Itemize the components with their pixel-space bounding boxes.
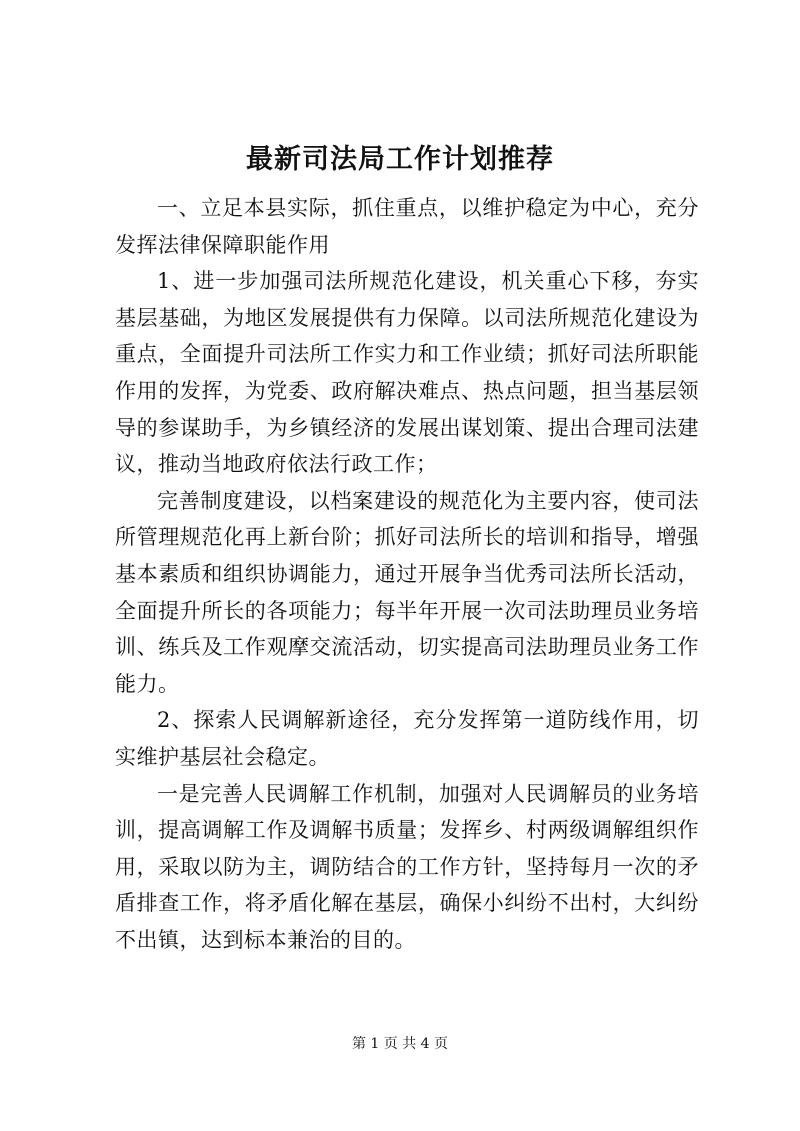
page-footer: 第 1 页 共 4 页 [351,1036,449,1052]
paragraph-system-building: 完善制度建设，以档案建设的规范化为主要内容，使司法所管理规范化再上新台阶；抓好司法所长的培训和指导，增强基本素质和组织协调能力，通过开展争当优秀司法所长活动，全面提升所长的各项能力；每半年开展一次司法助理员业务培训、练兵及工作观摩交流活动，切实提高司法助理员业务工作能力。 [115,488,699,696]
paragraph-mediation-mechanism: 一是完善人民调解工作机制，加强对人民调解员的业务培训，提高调解工作及调解书质量；发挥乡、村两级调解组织作用，采取以防为主，调防结合的工作方针，坚持每月一次的矛盾排查工作，将矛盾化解在基层，确保小纠纷不出村，大纠纷不出镇，达到标本兼治的目的。 [115,781,699,952]
paragraph-section-heading: 一、立足本县实际，抓住重点，以维护稳定为中心，充分发挥法律保障职能作用 [115,196,699,257]
paragraph-item-2: 2、探索人民调解新途径，充分发挥第一道防线作用，切实维护基层社会稳定。 [115,708,699,769]
document-title: 最新司法局工作计划推荐 [246,144,554,175]
document-body [115,190,699,958]
paragraph-item-1: 1、进一步加强司法所规范化建设，机关重心下移，夯实基层基础，为地区发展提供有力保障。以司法所规范化建设为重点，全面提升司法所工作实力和工作业绩；抓好司法所职能作用的发挥，为党委、政府解决难点、热点问题，担当基层领导的参谋助手，为乡镇经济的发展出谋划策、提出合理司法建议，推动当地政府依法行政工作； [115,269,699,477]
